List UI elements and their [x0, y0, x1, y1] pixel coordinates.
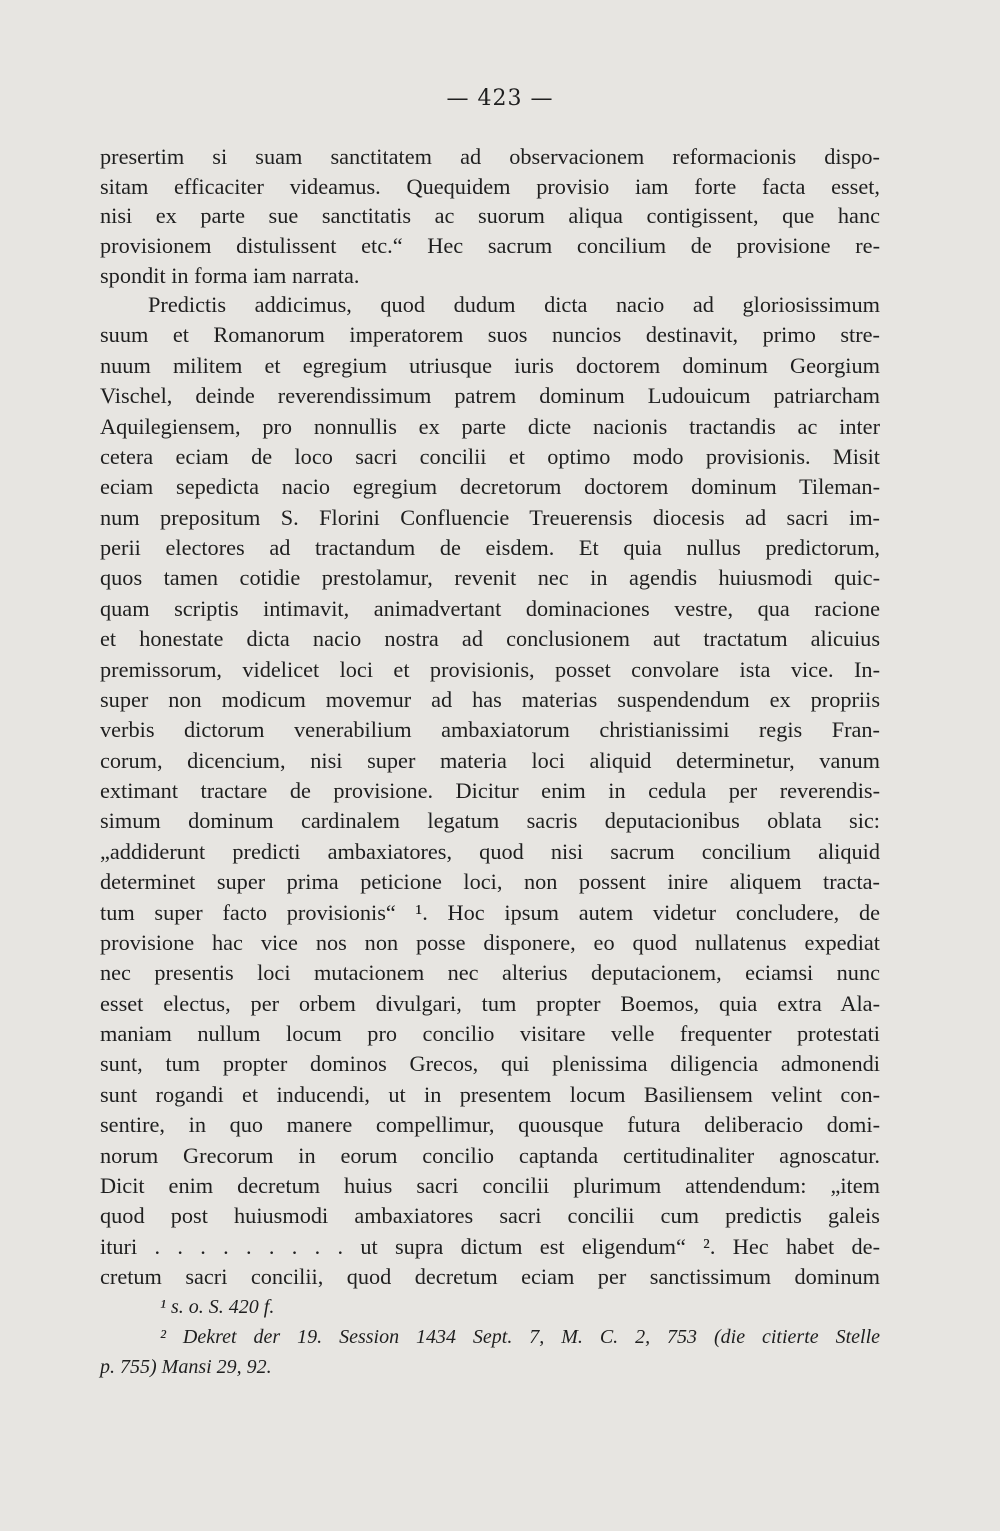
text-line: quos tamen cotidie prestolamur, revenit nec in agendis huiusmodi quic-	[100, 565, 880, 590]
text-line: et honestate dicta nacio nostra ad conclusionem aut tractatum alicuius	[100, 626, 880, 651]
text-line: cretum sacri concilii, quod decretum eciam per sanctissimum dominum	[100, 1264, 880, 1289]
text-line: nisi ex parte sue sanctitatis ac suorum aliqua contigissent, que hanc	[100, 203, 880, 228]
text-line: nec presentis loci mutacionem nec alterius deputacionem, eciamsi nunc	[100, 960, 880, 985]
text-line: presertim si suam sanctitatem ad observacionem reformacionis dispo-	[100, 144, 880, 169]
text-line: verbis dictorum venerabilium ambaxiatorum christianissimi regis Fran-	[100, 717, 880, 742]
footnote-1: ¹ s. o. S. 420 f.	[160, 1296, 275, 1318]
text-line: corum, dicencium, nisi super materia loci aliquid determinetur, vanum	[100, 748, 880, 773]
page-number: — 423 —	[446, 86, 554, 111]
text-line: premissorum, videlicet loci et provisionis, posset convolare ista vice. In-	[100, 657, 880, 682]
text-line: Aquilegiensem, pro nonnullis ex parte dicte nacionis tractandis ac inter	[100, 414, 880, 439]
text-line: sunt, tum propter dominos Grecos, qui plenissima diligencia admonendi	[100, 1051, 880, 1076]
text-line: extimant tractare de provisione. Dicitur enim in cedula per reverendis-	[100, 778, 880, 803]
text-line: suum et Romanorum imperatorem suos nuncios destinavit, primo stre-	[100, 322, 880, 347]
text-line: esset electus, per orbem divulgari, tum propter Boemos, quia extra Ala-	[100, 991, 880, 1016]
text-line: simum dominum cardinalem legatum sacris deputacionibus oblata sic:	[100, 808, 880, 833]
text-line: ituri . . . . . . . . . ut supra dictum est eligendum“ ². Hec habet de-	[100, 1234, 880, 1259]
text-line: eciam sepedicta nacio egregium decretorum doctorem dominum Tileman-	[100, 474, 880, 499]
text-line: quod post huiusmodi ambaxiatores sacri concilii cum predictis galeis	[100, 1203, 880, 1228]
text-line: sentire, in quo manere compellimur, quousque futura deliberacio domi-	[100, 1112, 880, 1137]
footnote-2-continued: p. 755) Mansi 29, 92.	[100, 1356, 272, 1378]
text-line: Predictis addicimus, quod dudum dicta nacio ad gloriosissimum	[148, 292, 880, 317]
text-line: perii electores ad tractandum de eisdem. Et quia nullus predictorum,	[100, 535, 880, 560]
text-line: maniam nullum locum pro concilio visitare velle frequenter protestati	[100, 1021, 880, 1046]
text-line: cetera eciam de loco sacri concilii et optimo modo provisionis. Misit	[100, 444, 880, 469]
text-line: spondit in forma iam narrata.	[100, 263, 360, 288]
text-line: tum super facto provisionis“ ¹. Hoc ipsum autem videtur concludere, de	[100, 900, 880, 925]
text-line: norum Grecorum in eorum concilio captanda certitudinaliter agnoscatur.	[100, 1143, 880, 1168]
text-line: sitam efficaciter videamus. Quequidem provisio iam forte facta esset,	[100, 174, 880, 199]
text-line: determinet super prima peticione loci, non possent inire aliquem tracta-	[100, 869, 880, 894]
text-line: num prepositum S. Florini Confluencie Treuerensis diocesis ad sacri im-	[100, 505, 880, 530]
footnote-2: ² Dekret der 19. Session 1434 Sept. 7, M. C. 2, 753 (die citierte Stelle	[160, 1326, 880, 1348]
text-line: quam scriptis intimavit, animadvertant dominaciones vestre, qua racione	[100, 596, 880, 621]
text-line: nuum militem et egregium utriusque iuris doctorem dominum Georgium	[100, 353, 880, 378]
text-line: sunt rogandi et inducendi, ut in presentem locum Basiliensem velint con-	[100, 1082, 880, 1107]
text-line: Dicit enim decretum huius sacri concilii plurimum attendendum: „item	[100, 1173, 880, 1198]
text-line: provisione hac vice nos non posse disponere, eo quod nullatenus expediat	[100, 930, 880, 955]
text-line: Vischel, deinde reverendissimum patrem dominum Ludouicum patriarcham	[100, 383, 880, 408]
text-line: „addiderunt predicti ambaxiatores, quod nisi sacrum concilium aliquid	[100, 839, 880, 864]
text-line: provisionem distulissent etc.“ Hec sacrum concilium de provisione re-	[100, 233, 880, 258]
text-line: super non modicum movemur ad has materias suspendendum ex propriis	[100, 687, 880, 712]
